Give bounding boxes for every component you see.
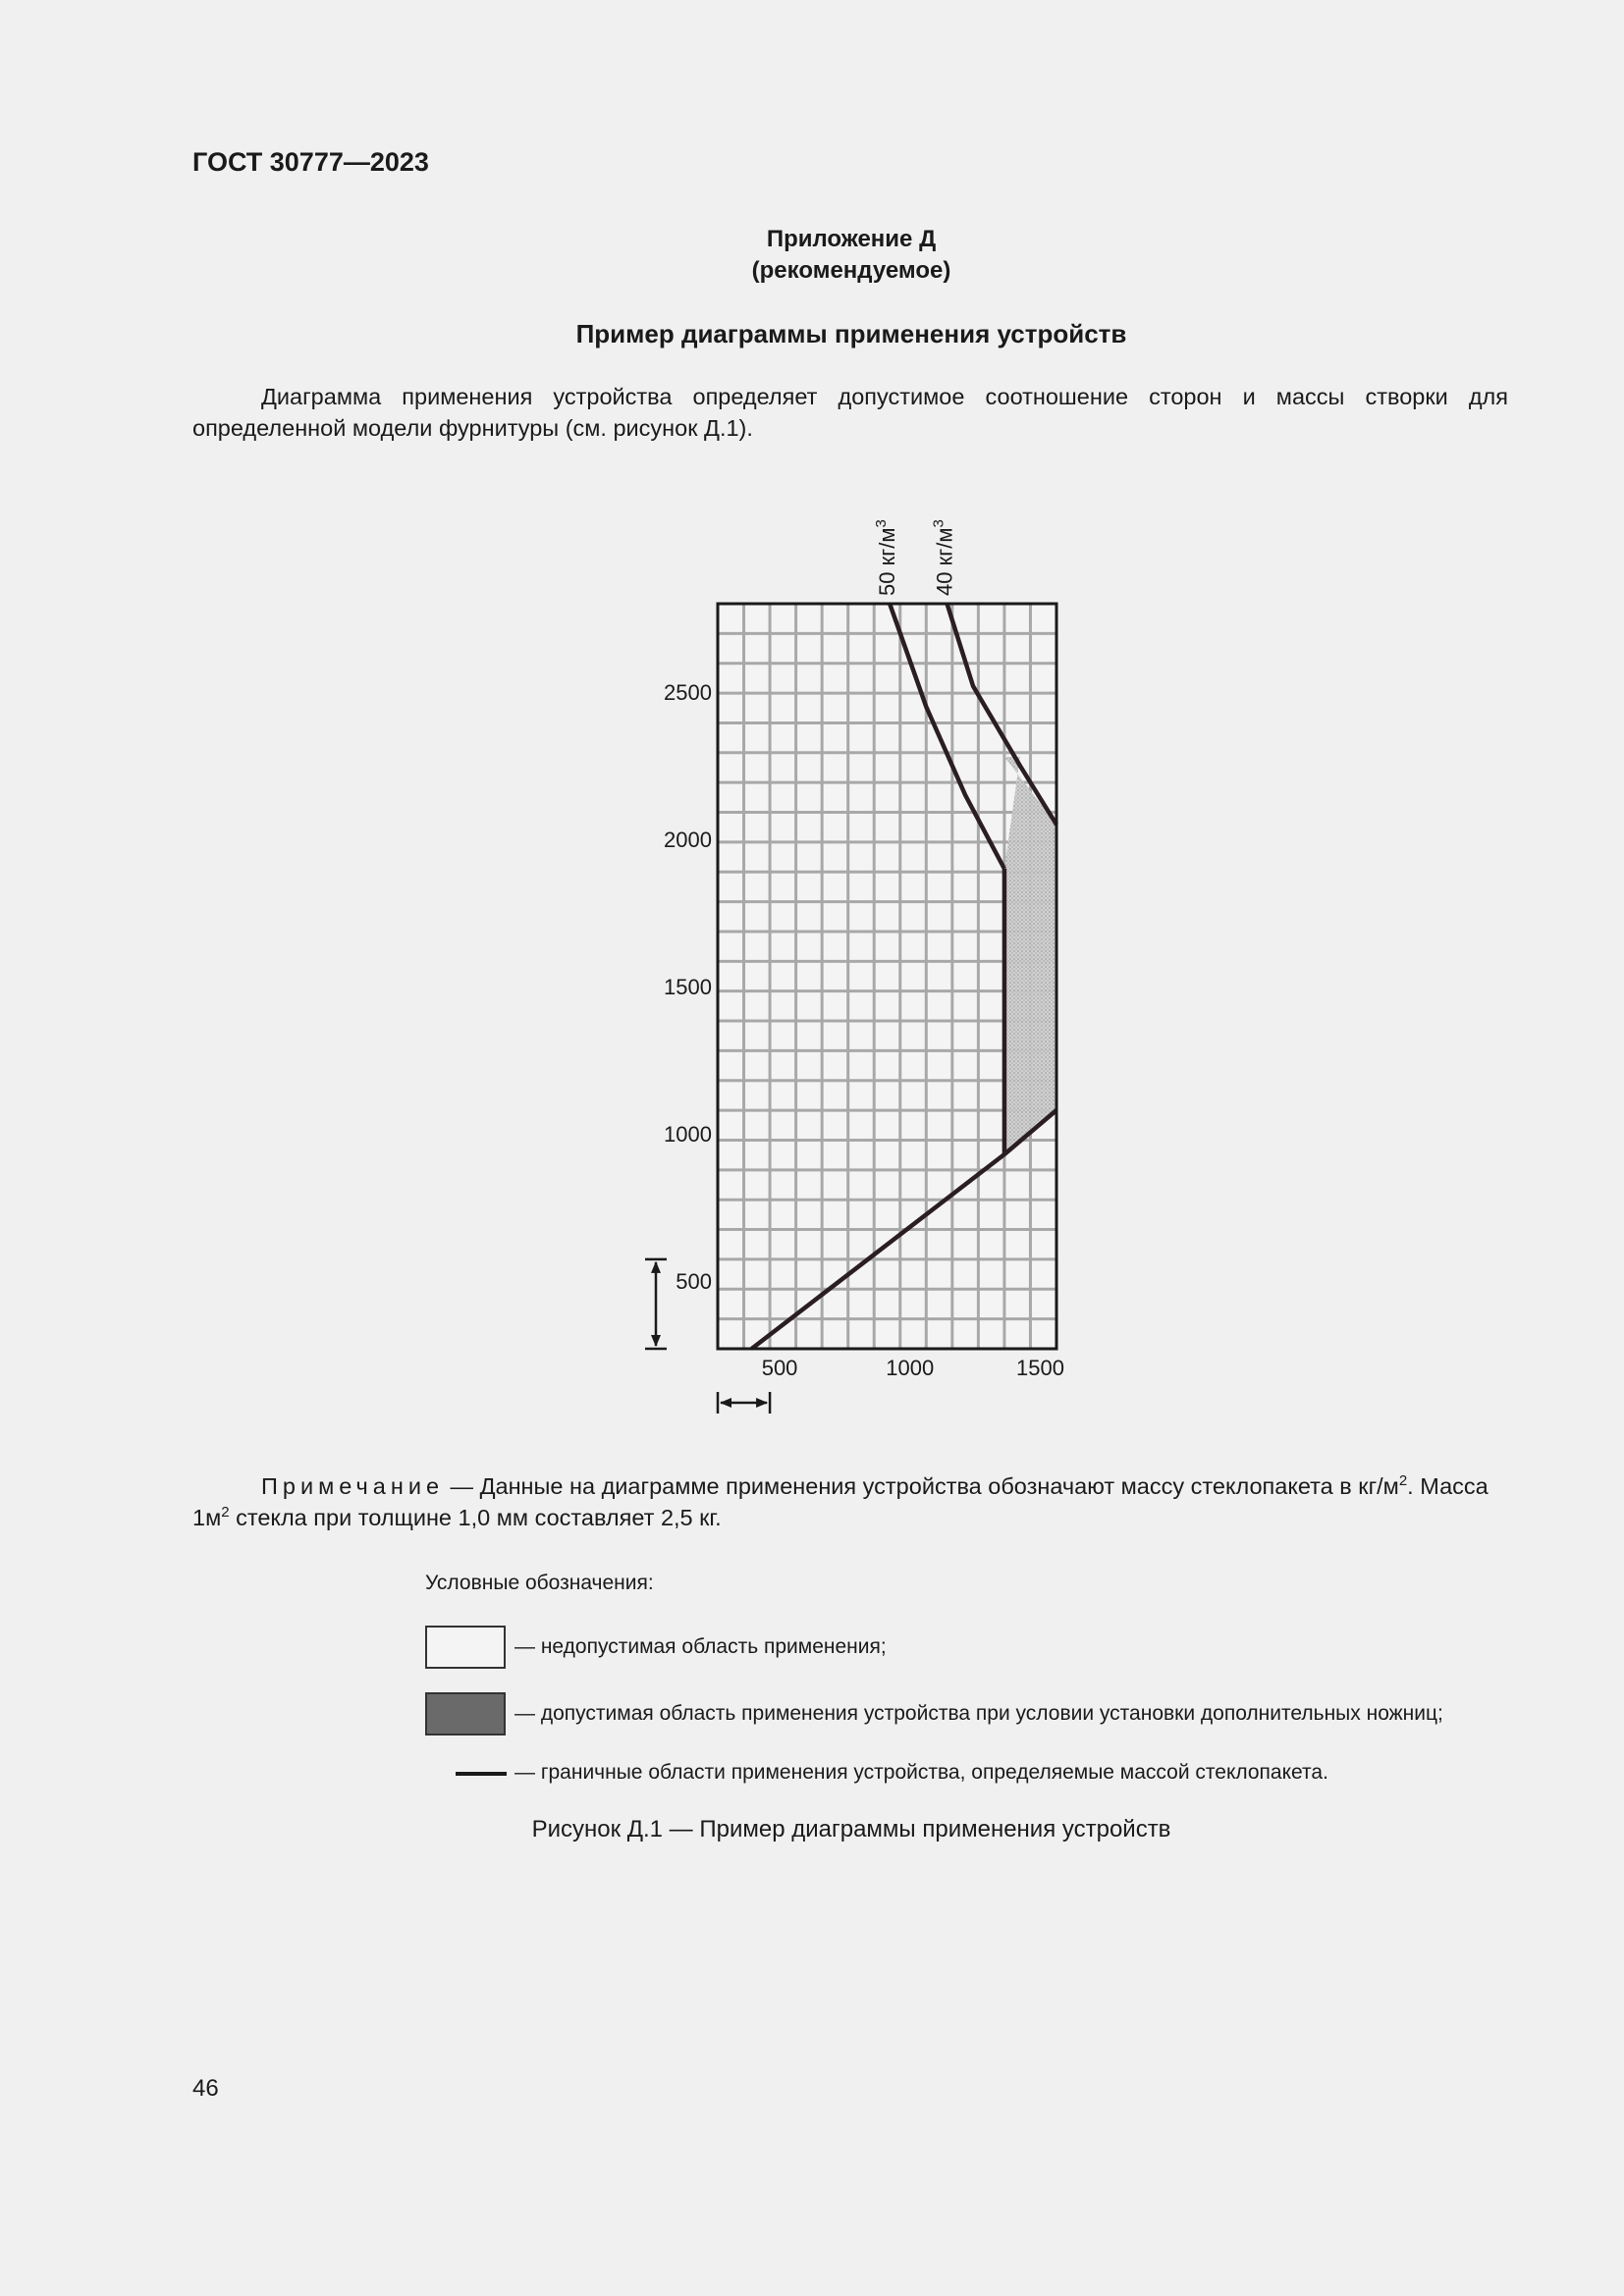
intro-paragraph [192,381,1508,444]
step-x-arrow-right [756,1398,768,1408]
legend-text-invalid: — недопустимая область применения; [514,1635,887,1658]
note-text-1: — Данные на диаграмме применения устройства обозначают массу стеклопакета в кг/м [444,1473,1399,1499]
legend-swatch-boundary-line [456,1772,507,1776]
x-tick-label: 1000 [886,1356,935,1380]
series-label: 40 $кг/м^3$ [930,519,957,596]
shaded-polygon [1004,757,1056,1154]
figure-caption: Рисунок Д.1 — Пример диаграммы применения устройств [531,1816,1171,1842]
intro-text: Диаграмма применения устройства определяет допустимое соотношение сторон и массы створки для определенной модели фурнитуры (см. рисунок Д.1). [192,384,1508,441]
shaded-region [1004,757,1056,1154]
note-paragraph [192,1470,1508,1533]
application-diagram [628,491,1139,1433]
note-text-2: . Масса 1м [192,1473,1489,1530]
legend-swatch-valid-with-scissors [425,1692,506,1735]
y-tick-label: 1500 [664,975,712,999]
legend-text-valid-with-scissors: — допустимая область применения устройства при условии установки дополнительных ножниц; [514,1702,1443,1725]
series-label: 50 $кг/м^3$ [873,519,900,596]
legend-text-boundary-line: — граничные области применения устройства, определяемые массой стеклопакета. [514,1761,1328,1784]
step-x-arrow-left [720,1398,731,1408]
y-tick-label: 500 [676,1269,712,1294]
page-number: 46 [192,2075,219,2102]
legend-heading: Условные обозначения: [425,1572,654,1594]
y-tick-label: 2500 [664,680,712,705]
series-labels [873,519,956,596]
legend-swatch-invalid [425,1626,506,1669]
note-label: Примечание [261,1473,445,1499]
note-sup-2: 2 [221,1504,230,1521]
x-tick-label: 500 [761,1356,798,1380]
x-tick-label: 1500 [1015,1356,1064,1380]
note-text-3: стекла при толщине 1,0 мм составляет 2,5 кг. [229,1505,722,1530]
document-code: ГОСТ 30777—2023 [192,147,429,177]
y-tick-label: 1000 [664,1122,712,1147]
step-y-arrow-bottom [651,1335,661,1347]
annex-status: (рекомендуемое) [751,257,951,284]
annex-title: Приложение Д [766,226,937,252]
note-sup-1: 2 [1398,1472,1408,1489]
step-y-arrow-top [651,1261,661,1273]
y-tick-label: 2000 [664,828,712,852]
section-title: Пример диаграммы применения устройств [575,319,1127,348]
